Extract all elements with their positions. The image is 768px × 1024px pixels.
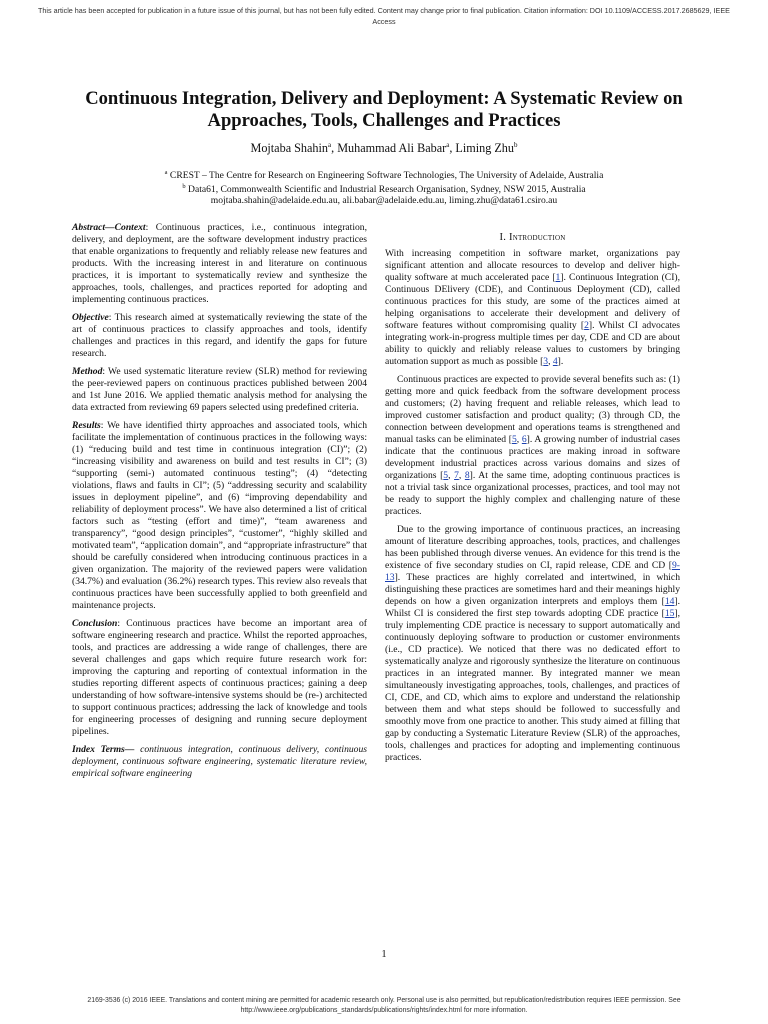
citation-link[interactable]: 4 <box>552 356 558 367</box>
introduction-column <box>385 232 680 770</box>
author-affiliation-mark: a <box>446 141 450 149</box>
abstract-method-text: : We used systematic literature review (SLR) method for reviewing the peer-reviewed papers on continuous practices published between 2004 and 1st June 2016. We applied thematic analysis method for analysing the data extracted from reviewing 69 papers selected using predefined criteria. <box>72 366 367 413</box>
index-terms-text: continuous integration, continuous delivery, continuous deployment, continuous software engineering, systematic literature review, empirical software engineering <box>72 744 367 779</box>
citation-link[interactable]: 7 <box>454 470 459 481</box>
author-emails: mojtaba.shahin@adelaide.edu.au, ali.babar@adelaide.edu.au, liming.zhu@data61.csiro.au <box>210 195 558 206</box>
citation-link[interactable]: 6 <box>521 434 527 445</box>
abstract-column <box>72 222 367 786</box>
paper-title: Continuous Integration, Delivery and Deployment: A Systematic Review on Approaches, Tools, Challenges and Practices <box>85 88 683 131</box>
page-number: 1 <box>381 949 387 960</box>
paragraph-text: , <box>516 434 522 445</box>
paragraph-text: , <box>548 356 553 367</box>
paragraph-text: Due to the growing importance of continuous practices, an increasing amount of literature describing approaches, tools, practices, and challenges has been published through diverse venues. An evidence for this trend is the existence of five secondary studies on CI, rapid release, CDE and CD [ <box>385 524 680 571</box>
index-terms-heading: Index Terms— <box>72 744 135 755</box>
affiliation-b-mark: b <box>182 183 186 190</box>
paragraph-text: ]. Whilst CI advocates integrating work-in-progress multiple times per day, CDE and CD are about ability to quickly and reliably release values to customers by bringing automation support as much as possible [ <box>385 320 680 367</box>
paragraph-text: With increasing competition in software market, organizations pay significant attention and allocate resources to develop and deliver high-quality software at much accelerated pace [ <box>385 248 680 283</box>
author-name: Muhammad Ali Babar <box>337 141 447 156</box>
abstract-results <box>72 420 367 612</box>
paragraph-text: ]. These practices are highly correlated and intertwined, in which distinguishing these practices are sometimes hard and their meanings highly depends on how a given organization interprets and employs them [ <box>385 572 680 607</box>
abstract-context-text: : Continuous practices, i.e., continuous integration, delivery, and deployment, are the software development industry practices that enable organizations to frequently and reliably release new features and products. With the increasing interest in and literature on continuous practices, it is important to systematically review and synthesize the approaches, tools, challenges, and practices reported for adopting and implementing continuous practices. <box>72 222 367 305</box>
citation-link[interactable]: 9-13 <box>385 560 680 583</box>
abstract-conclusion-heading: Conclusion <box>72 618 118 629</box>
paragraph-text: ]. A growing number of industrial cases indicate that the continuous practices are making inroad in software development industrial practices across various domains and sizes of organizations [ <box>385 434 681 481</box>
citation-link[interactable]: 14 <box>664 596 675 607</box>
abstract-method-heading: Method <box>72 366 103 377</box>
abstract-context <box>72 222 367 306</box>
copyright-footer: 2169-3536 (c) 2016 IEEE. Translations and content mining are permitted for academic research only. Personal use is also permitted, but republication/redistribution requires IEEE permission. See http://www.ieee.org/publications_standards/publications/rights/index.html for more information. <box>87 997 681 1014</box>
abstract-results-text: : We have identified thirty approaches and associated tools, which facilitate the implementation of continuous practices in the following ways: (1) “reducing build and test time in continuous integration (CI)”; (2) “increasing visibility and awareness on build and test results in CI”; (3) “supporting (semi-) automated continuous testing”; (4) “detecting violations, flaws and faults in CI”; (5) “addressing security and scalability issues in deployment pipeline”, and (6) “improving dependability and reliability of deployment process”. We have also determined a list of critical factors such as “testing (effort and time)”, “team awareness and transparency”, “good design principles”, “customer”, “highly skilled and motivated team”, “application domain”, and “appropriate infrastructure” that should be carefully considered when introducing continuous practices in a given organization. The majority of the reviewed papers were validation (34.7%) and evaluation (36.2%) research types. This review also reveals that continuous practices have been successfully applied to both greenfield and maintenance projects. <box>72 420 367 611</box>
author-name: Liming Zhu <box>455 141 514 156</box>
affiliation-a-text: CREST – The Centre for Research on Engineering Software Technologies, The University of Adelaide, Australia <box>169 170 604 182</box>
paragraph-text: ]. <box>557 356 564 367</box>
intro-paragraph-2 <box>385 374 680 518</box>
abstract-conclusion <box>72 618 367 738</box>
paragraph-text: ]. Whilst CI is considered the first step towards adopting CDE practice [ <box>385 596 680 619</box>
abstract-objective-heading: Objective <box>72 312 109 323</box>
intro-paragraph-1 <box>385 248 680 368</box>
abstract-context-heading: Abstract—Context <box>72 222 146 233</box>
citation-link[interactable]: 2 <box>584 320 589 331</box>
paragraph-text: ], truly implementing CDE practice is necessary to support automatically and continuously deploying software to production or customer environments (i.e., CD practice). We noticed that there was no dedicated effort to systematically analyze and rigorously synthesize the literature on continuous practices in an integrated manner. By integrated manner we mean simultaneously investigating approaches, tools, challenges, and practices of CI, CDE, and CD, which aims to explore and understand the relationship between them and what steps should be followed to successfully and smoothly move from one practice to another. This study aimed at filling that gap by conducting a Systematic Literature Review (SLR) of the approaches, tools, challenges and practices for adopting and implementing continuous practices. <box>385 608 680 763</box>
citation-link[interactable]: 15 <box>664 608 675 619</box>
affiliation-b-text: Data61, Commonwealth Scientific and Industrial Research Organisation, Sydney, NSW 2015, Australia <box>188 184 586 196</box>
section-heading-introduction <box>385 232 680 244</box>
paragraph-text: , <box>458 470 465 481</box>
paragraph-text: , <box>448 470 455 481</box>
author-affiliation-mark: b <box>514 141 518 149</box>
citation-link[interactable]: 3 <box>543 356 549 367</box>
section-title: Introduction <box>508 232 566 243</box>
abstract-results-heading: Results <box>72 420 101 431</box>
abstract-objective <box>72 312 367 360</box>
header-note: This article has been accepted for publication in a future issue of this journal, but has not been fully edited. Content may change prior to final publication. Citation information: DOI 10.1109/ACCESS.2017.2685629, IEEE Access <box>38 6 730 26</box>
paragraph-text: ]. At the same time, adopting continuous practices is not a trivial task since organizational processes, practices, and tool may not be ready to support the highly complex and challenging nature of these practices. <box>385 470 681 517</box>
paragraph-text: ]. Continuous Integration (CI), Continuous DElivery (CDE), and Continuous Deployment (CD), called continuous practices for this study, are some of the practices aimed at helping organisations to accelerate their development and delivery of software features without compromising quality [ <box>385 272 680 331</box>
citation-link[interactable]: 8 <box>464 470 470 481</box>
abstract-method <box>72 366 367 414</box>
affiliation-a-mark: a <box>164 169 168 176</box>
author-name: Mojtaba Shahin <box>250 141 329 156</box>
author-affiliation-mark: a <box>328 141 332 149</box>
author-separator: , <box>331 141 338 156</box>
author-separator: , <box>449 141 456 156</box>
section-number: I. <box>499 232 509 243</box>
citation-link[interactable]: 1 <box>555 272 561 283</box>
abstract-objective-text: : This research aimed at systematically reviewing the state of the art of continuous practices to classify approaches and tools, identify challenges and practices in this regard, and identify the gaps for future research. <box>72 312 367 359</box>
citation-link[interactable]: 5 <box>511 434 517 445</box>
author-list <box>40 141 728 156</box>
citation-link[interactable]: 5 <box>443 470 449 481</box>
intro-paragraph-3 <box>385 524 680 764</box>
paragraph-text: Continuous practices are expected to provide several benefits such as: (1) getting more and quick feedback from the software development process and customers; (2) having frequent and reliable releases, which lead to improved customer satisfaction and product quality; (3) through CD, the connection between development and operations teams is strengthened and manual tasks can be eliminated [ <box>385 374 680 445</box>
abstract-conclusion-text: : Continuous practices have become an important area of software engineering research and practice. Whilst the reported approaches, tools, and practices are addressing a wide range of challenges, there are several challenges and gaps which require future research work for: improving the capturing and reporting of contextual information in the studies reporting different aspects of continuous practices; gaining a deep understanding of how software-intensive systems should be (re-) architected to support continuous practices; addressing the lack of knowledge and tools for engineering processes of designing and running secure deployment pipelines. <box>72 618 367 737</box>
index-terms <box>72 744 367 780</box>
